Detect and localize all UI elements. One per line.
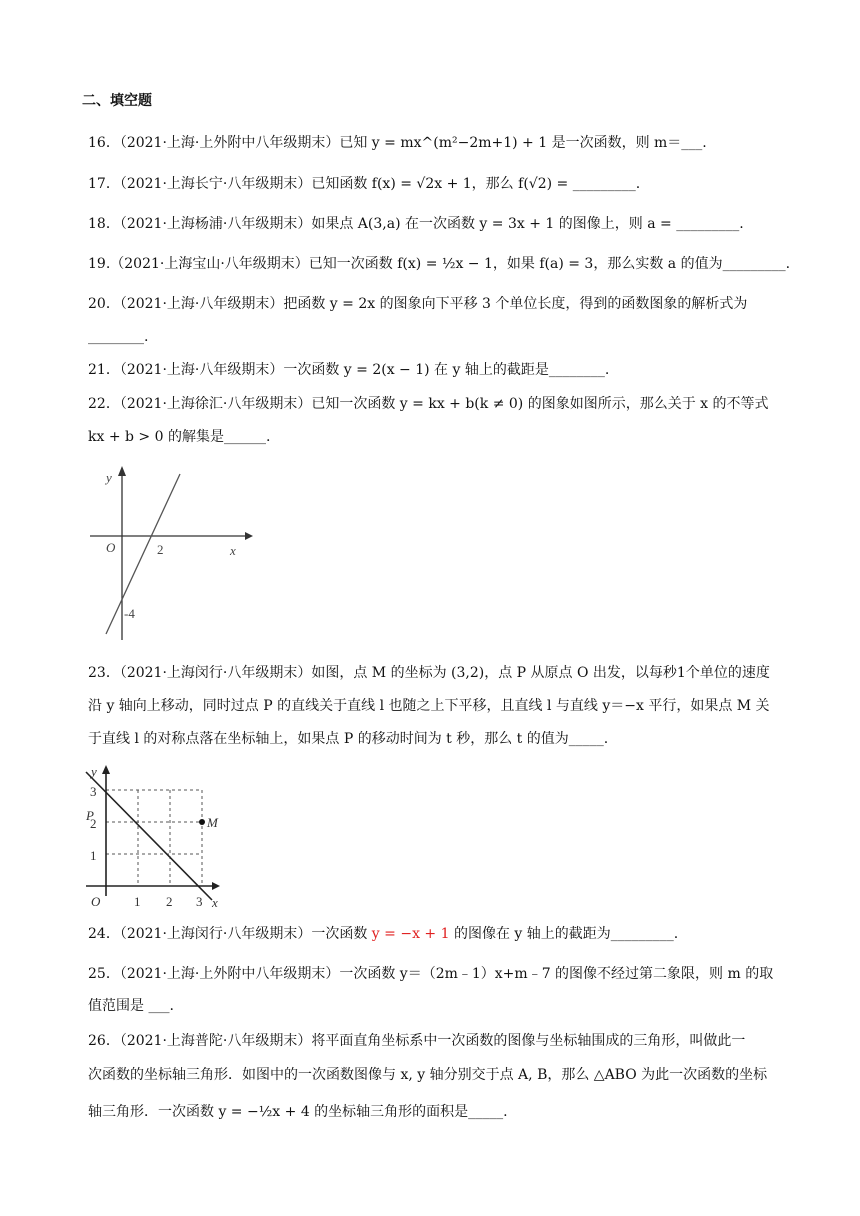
question-22-line-2: kx + b > 0 的解集是______. xyxy=(88,429,271,445)
question-26-line-2: 次函数的坐标轴三角形．如图中的一次函数图像与 x, y 轴分别交于点 A, B，那么 △ABO 为此一次函数的坐标 xyxy=(88,1067,768,1083)
function-line xyxy=(106,474,180,634)
question-22-line-1: 22．（2021·上海徐汇·八年级期末）已知一次函数 y = kx + b(k ≠ 0) 的图象如图所示，那么关于 x 的不等式 xyxy=(88,396,769,412)
point-p-label: P xyxy=(86,808,94,823)
origin-label: O xyxy=(106,540,116,555)
y-tick-1: 1 xyxy=(90,848,97,863)
question-24-prefix: 24．（2021·上海闵行·八年级期末）一次函数 xyxy=(88,926,372,942)
question-23-line-2: 沿 y 轴向上移动，同时过点 P 的直线关于直线 l 也随之上下平移，且直线 l 与直线 y＝−x 平行，如果点 M 关 xyxy=(88,698,770,714)
question-26-line-3: 轴三角形．一次函数 y = −½x + 4 的坐标轴三角形的面积是_____. xyxy=(88,1104,508,1120)
x-axis-label: x xyxy=(212,895,218,910)
question-26-line-1: 26．（2021·上海普陀·八年级期末）将平面直角坐标系中一次函数的图像与坐标轴围成的三角形，叫做此一 xyxy=(88,1033,746,1049)
figure-q22-graph xyxy=(90,462,260,642)
question-19: 19.（2021·上海宝山·八年级期末）已知一次函数 f(x) = ½x − 1，如果 f(a) = 3，那么实数 a 的值为_________. xyxy=(88,256,791,272)
y-axis-arrow-icon xyxy=(102,765,110,774)
x-tick-1: 1 xyxy=(134,894,141,909)
section-title: 二、填空题 xyxy=(82,93,152,109)
question-20-line-2: ________. xyxy=(88,329,149,345)
y-tick-3: 3 xyxy=(90,784,97,799)
y-axis-label: y xyxy=(106,470,112,485)
x-tick-3: 3 xyxy=(196,894,203,909)
y-axis-label: y xyxy=(91,764,97,779)
x-tick-2: 2 xyxy=(166,894,173,909)
question-17: 17．（2021·上海长宁·八年级期末）已知函数 f(x) = √2x + 1，那么 f(√2) = _________. xyxy=(88,176,641,192)
question-24-suffix: 的图像在 y 轴上的截距为_________. xyxy=(449,926,679,942)
x-intercept-label: 2 xyxy=(157,542,164,557)
point-m-label: M xyxy=(207,815,218,830)
y-intercept-label: -4 xyxy=(124,606,135,621)
line-l xyxy=(86,772,212,900)
y-axis-arrow-icon xyxy=(118,466,126,476)
question-23-line-3: 于直线 l 的对称点落在坐标轴上，如果点 P 的移动时间为 t 秒，那么 t 的值为_____. xyxy=(88,731,609,747)
figure-q23-grid xyxy=(84,760,234,910)
question-24-function: y = −x + 1 xyxy=(371,926,450,942)
question-24 xyxy=(88,924,678,944)
x-axis-arrow-icon xyxy=(212,882,220,890)
question-16: 16．（2021·上海·上外附中八年级期末）已知 y = mx^(m²−2m+1) + 1 是一次函数，则 m＝___. xyxy=(88,135,707,151)
point-m xyxy=(199,819,205,825)
y-tick-2: 2 xyxy=(90,816,97,831)
question-18: 18．（2021·上海杨浦·八年级期末）如果点 A(3,a) 在一次函数 y = 3x + 1 的图像上，则 a = _________. xyxy=(88,216,744,232)
question-25-line-1: 25．（2021·上海·上外附中八年级期末）一次函数 y＝（2m﹣1）x+m﹣7 的图像不经过第二象限，则 m 的取 xyxy=(88,966,774,982)
question-20-line-1: 20．（2021·上海·八年级期末）把函数 y = 2x 的图象向下平移 3 个单位长度，得到的函数图象的解析式为 xyxy=(88,296,748,312)
x-axis-label: x xyxy=(230,543,236,558)
question-25-line-2: 值范围是 ___. xyxy=(88,998,174,1014)
origin-label: O xyxy=(91,894,101,909)
question-23-line-1: 23．（2021·上海闵行·八年级期末）如图，点 M 的坐标为 (3,2)，点 P 从原点 O 出发，以每秒1个单位的速度 xyxy=(88,665,770,681)
x-axis-arrow-icon xyxy=(245,532,253,540)
question-21: 21．（2021·上海·八年级期末）一次函数 y = 2(x − 1) 在 y 轴上的截距是________. xyxy=(88,362,610,378)
